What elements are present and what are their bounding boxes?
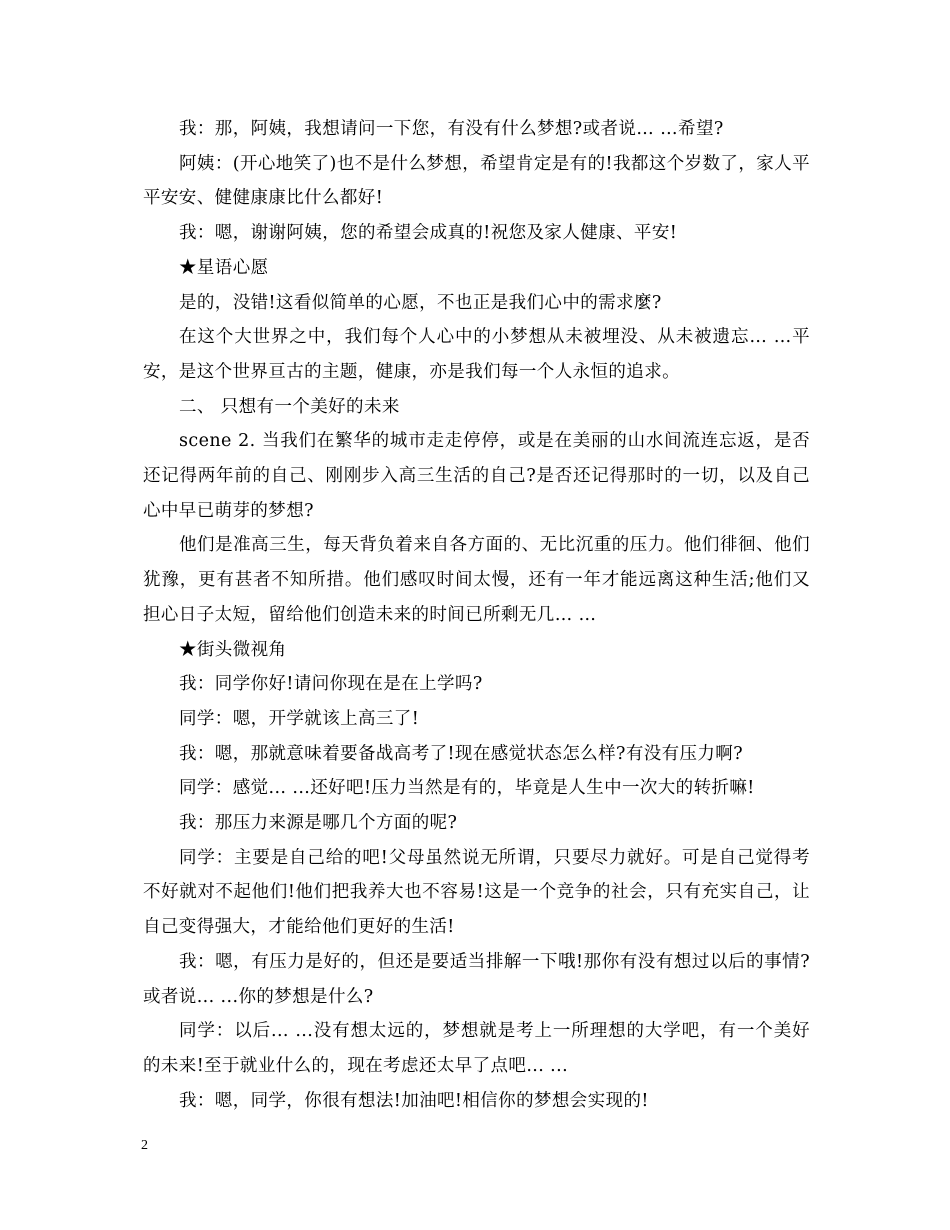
section-heading: 二、 只想有一个美好的未来 xyxy=(179,396,400,417)
paragraph: 我：同学你好!请问你现在是在上学吗? xyxy=(179,674,483,695)
paragraph: 我：嗯，那就意味着要备战高考了!现在感觉状态怎么样?有没有压力啊? xyxy=(179,743,743,764)
paragraph: 我：嗯，有压力是好的，但还是要适当排解一下哦!那你有没有想过以后的事情?或者说... ...你的梦想是什么? xyxy=(143,951,810,1007)
paragraph: 同学：嗯，开学就该上高三了! xyxy=(179,708,420,729)
body-text xyxy=(143,112,810,1118)
paragraph: 在这个大世界之中，我们每个人心中的小梦想从未被埋没、从未被遗忘… …平安，是这个世界亘古的主题，健康，亦是我们每一个人永恒的追求。 xyxy=(143,327,810,382)
paragraph: 我：那压力来源是哪几个方面的呢? xyxy=(179,813,458,834)
paragraph: scene 2. 当我们在繁华的城市走走停停，或是在美丽的山水间流连忘返，是否还记得两年前的自己、刚刚步入高三生活的自己?是否还记得那时的一切，以及自己心中早已萌芽的梦想? xyxy=(143,431,810,521)
section-heading: ★星语心愿 xyxy=(179,257,269,278)
paragraph: 他们是准高三生，每天背负着来自各方面的、无比沉重的压力。他们徘徊、他们犹豫，更有甚者不知所措。他们感叹时间太慢，还有一年才能远离这种生活;他们又担心日子太短，留给他们创造未来的时间已所剩无几… … xyxy=(143,535,810,625)
section-heading: ★街头微视角 xyxy=(179,639,287,660)
paragraph: 同学：感觉... ...还好吧!压力当然是有的，毕竟是人生中一次大的转折嘛! xyxy=(179,778,755,799)
paragraph: 我：嗯，同学，你很有想法!加油吧!相信你的梦想会实现的! xyxy=(179,1090,649,1111)
paragraph: 是的，没错!这看似简单的心愿，不也正是我们心中的需求麼? xyxy=(179,292,662,313)
paragraph: 同学：主要是自己给的吧!父母虽然说无所谓，只要尽力就好。可是自己觉得考不好就对不起他们!他们把我养大也不容易!这是一个竞争的社会，只有充实自己，让自己变得强大，才能给他们更好的生活! xyxy=(143,847,810,938)
paragraph: 我：嗯，谢谢阿姨，您的希望会成真的!祝您及家人健康、平安! xyxy=(179,223,678,244)
paragraph: 我：那，阿姨，我想请问一下您，有没有什么梦想?或者说… …希望? xyxy=(179,119,724,139)
paragraph: 阿姨：(开心地笑了)也不是什么梦想，希望肯定是有的!我都这个岁数了，家人平平安安、健健康康比什么都好! xyxy=(143,153,810,209)
paragraph: 同学：以后... ...没有想太远的，梦想就是考上一所理想的大学吧，有一个美好的未来!至于就业什么的，现在考虑还太早了点吧... ... xyxy=(143,1021,810,1076)
page-number: 2 xyxy=(141,1138,148,1153)
